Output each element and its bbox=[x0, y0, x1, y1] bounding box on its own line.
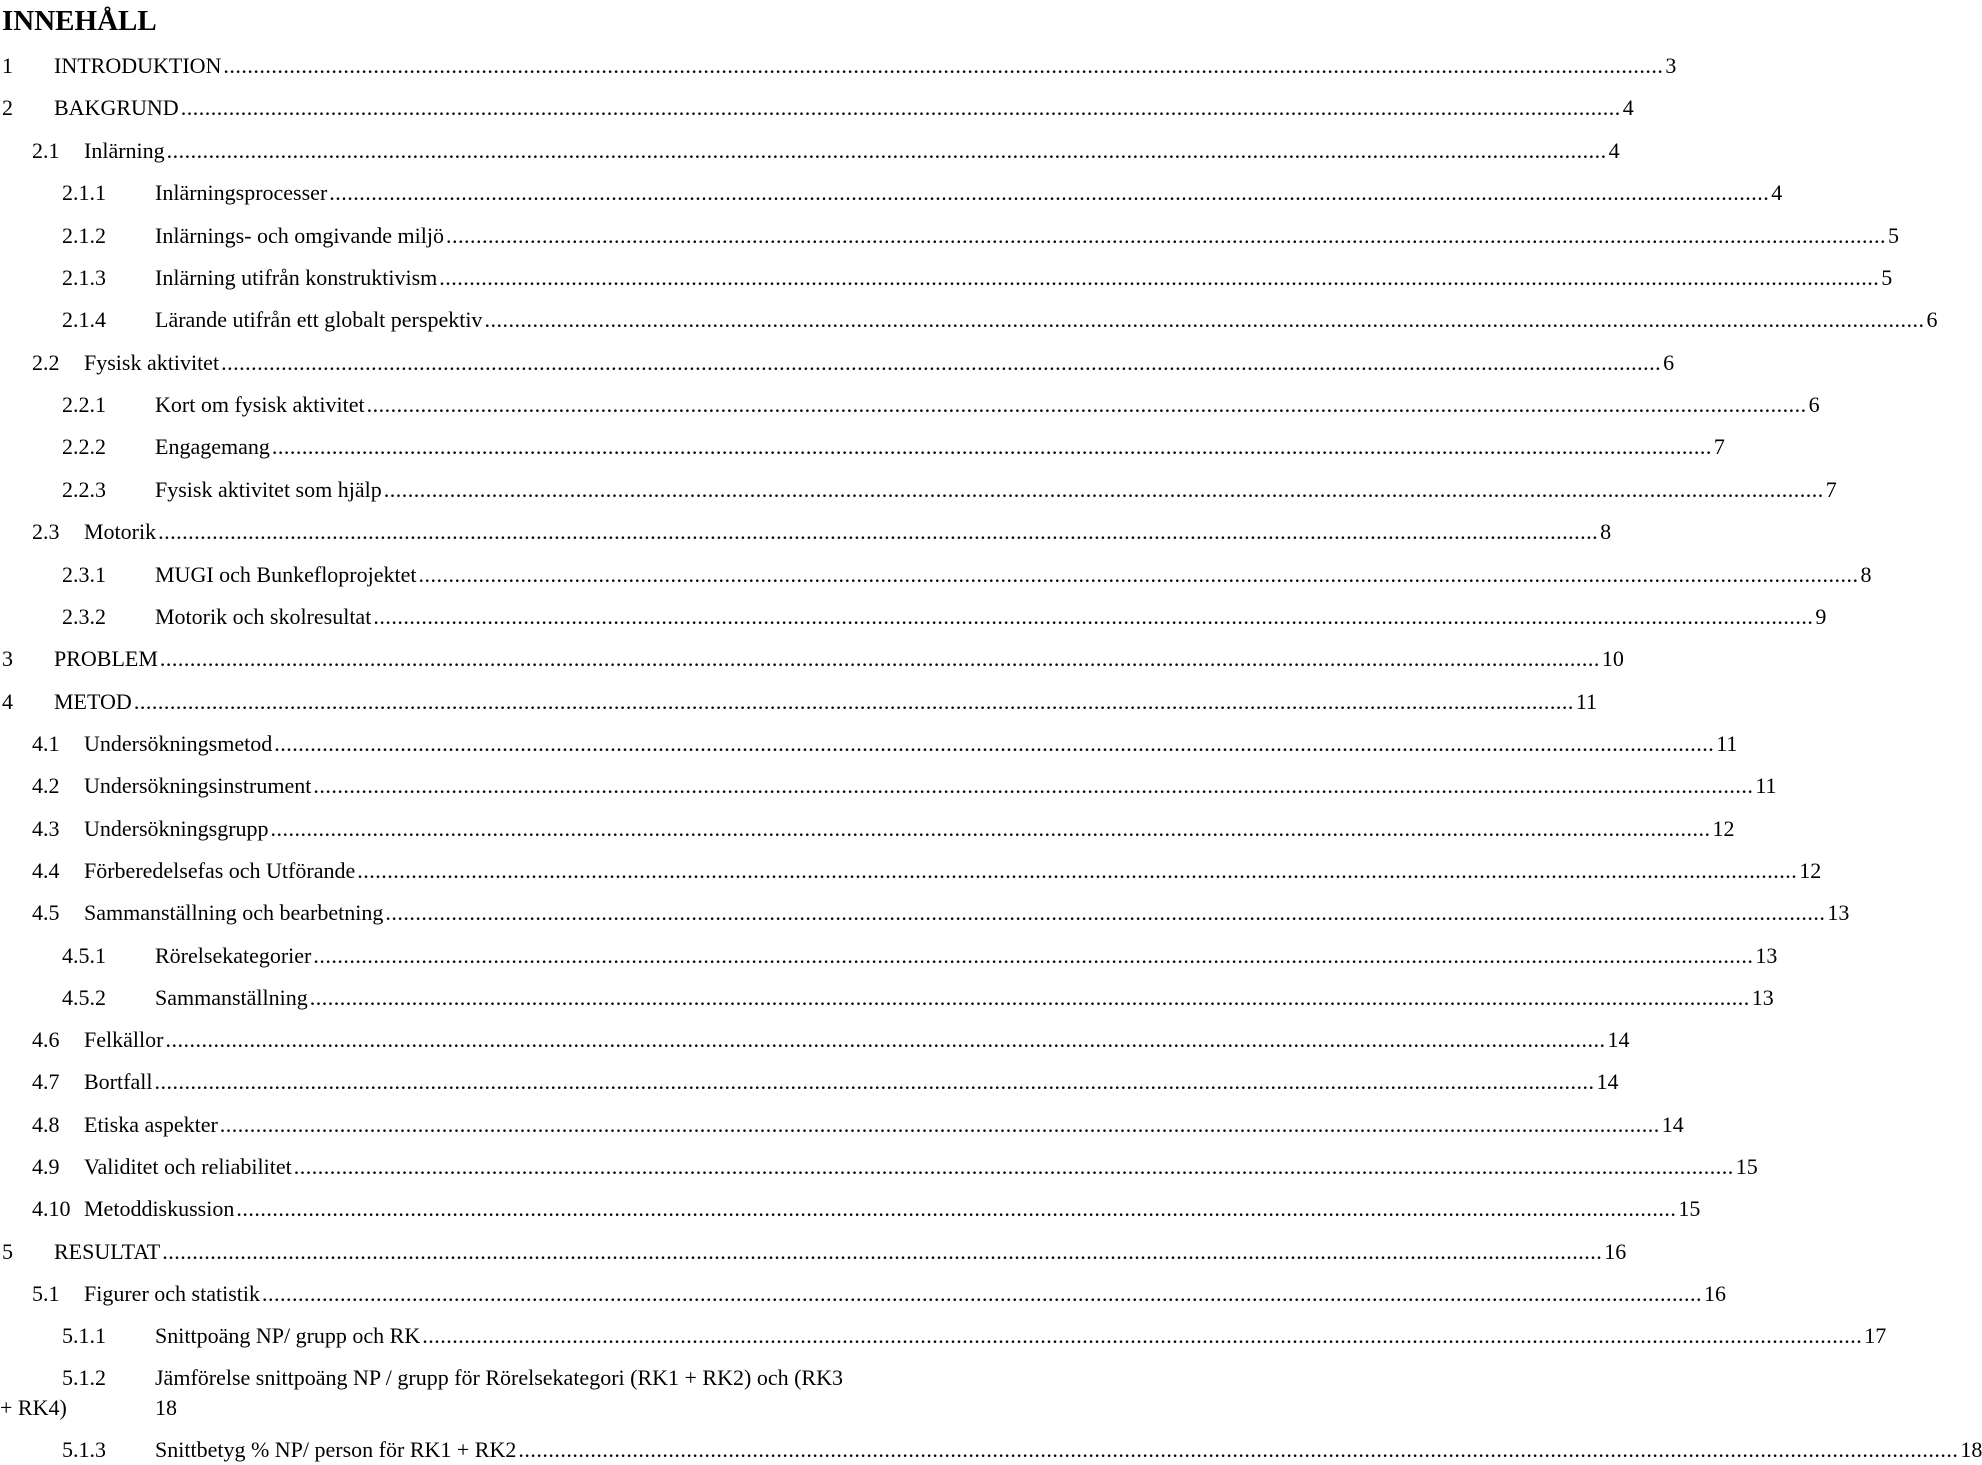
dot-leader bbox=[158, 644, 1602, 674]
toc-title: Motorik och skolresultat bbox=[155, 604, 372, 629]
toc-number: 2.2.2 bbox=[62, 434, 106, 459]
toc-entry-2-3-2[interactable] bbox=[62, 602, 1827, 632]
toc-number: 5 bbox=[2, 1239, 13, 1264]
toc-entry-4-7[interactable] bbox=[32, 1067, 1619, 1097]
toc-number: 5.1.2 bbox=[62, 1365, 106, 1390]
dot-leader bbox=[516, 1435, 1960, 1465]
toc-page-number: 4 bbox=[1622, 95, 1634, 120]
toc-title: Rörelsekategorier bbox=[155, 943, 312, 968]
toc-page-number: 8 bbox=[1860, 562, 1872, 587]
toc-title: Fysisk aktivitet bbox=[84, 350, 220, 375]
toc-title-continuation: + RK4) bbox=[0, 1395, 67, 1420]
dot-leader bbox=[355, 856, 1799, 886]
toc-page-number: 11 bbox=[1575, 689, 1598, 714]
toc-title: PROBLEM bbox=[54, 646, 158, 671]
toc-title: Inlärning bbox=[84, 138, 165, 163]
toc-entry-2-3-1[interactable] bbox=[62, 560, 1872, 590]
toc-page-number: 8 bbox=[1600, 519, 1612, 544]
dot-leader bbox=[272, 729, 1716, 759]
toc-entry-4-10[interactable] bbox=[32, 1194, 1701, 1224]
toc-title: Kort om fysisk aktivitet bbox=[155, 392, 365, 417]
dot-leader bbox=[260, 1279, 1704, 1309]
toc-title: Validitet och reliabilitet bbox=[84, 1154, 292, 1179]
toc-number: 1 bbox=[2, 53, 13, 78]
toc-entry-4-3[interactable] bbox=[32, 814, 1735, 844]
toc-title: RESULTAT bbox=[54, 1239, 161, 1264]
toc-page-number: 6 bbox=[1926, 307, 1938, 332]
toc-page-number: 13 bbox=[1827, 900, 1850, 925]
toc-number: 2.1.3 bbox=[62, 265, 106, 290]
toc-page-number: 18 bbox=[1960, 1437, 1982, 1462]
toc-page-number: 17 bbox=[1864, 1323, 1887, 1348]
toc-page-number: 7 bbox=[1713, 434, 1725, 459]
dot-leader bbox=[371, 602, 1815, 632]
toc-entry-5-1-1[interactable] bbox=[62, 1321, 1887, 1351]
toc-number: 4.10 bbox=[32, 1196, 71, 1221]
toc-page-number: 7 bbox=[1825, 477, 1837, 502]
dot-leader bbox=[308, 983, 1752, 1013]
toc-number: 4.4 bbox=[32, 858, 60, 883]
toc-entry-5-1[interactable] bbox=[32, 1279, 1726, 1309]
toc-page-number: 4 bbox=[1608, 138, 1620, 163]
toc-number: 2.2.1 bbox=[62, 392, 106, 417]
toc-title: Undersökningsmetod bbox=[84, 731, 273, 756]
toc-title: Inlärning utifrån konstruktivism bbox=[155, 265, 438, 290]
toc-number: 4.9 bbox=[32, 1154, 60, 1179]
toc-number: 2 bbox=[2, 95, 13, 120]
dot-leader bbox=[292, 1152, 1736, 1182]
toc-number: 2.2.3 bbox=[62, 477, 106, 502]
toc-page-number: 9 bbox=[1815, 604, 1827, 629]
dot-leader bbox=[437, 263, 1881, 293]
toc-page-number: 15 bbox=[1735, 1154, 1758, 1179]
toc-title: Undersökningsgrupp bbox=[84, 816, 269, 841]
dot-leader bbox=[218, 1110, 1662, 1140]
toc-title: Felkällor bbox=[84, 1027, 164, 1052]
toc-number: 2.2 bbox=[32, 350, 60, 375]
toc-page-number: 14 bbox=[1596, 1069, 1619, 1094]
toc-title: Undersökningsinstrument bbox=[84, 773, 312, 798]
dot-leader bbox=[311, 771, 1755, 801]
toc-title: METOD bbox=[54, 689, 132, 714]
toc-number: 4.7 bbox=[32, 1069, 60, 1094]
toc-page-number: 14 bbox=[1661, 1112, 1684, 1137]
toc-page-number: 16 bbox=[1703, 1281, 1726, 1306]
dot-leader bbox=[444, 221, 1888, 251]
toc-entry-4-1[interactable] bbox=[32, 729, 1738, 759]
toc-title: Metoddiskussion bbox=[84, 1196, 235, 1221]
toc-page-number: 11 bbox=[1716, 731, 1738, 756]
dot-leader bbox=[311, 941, 1755, 971]
dot-leader bbox=[234, 1194, 1678, 1224]
toc-title: Bortfall bbox=[84, 1069, 153, 1094]
toc-entry-2-1-3[interactable] bbox=[62, 263, 1893, 293]
toc-number: 2.3 bbox=[32, 519, 60, 544]
toc-page-number: 4 bbox=[1771, 180, 1783, 205]
toc-page-number: 6 bbox=[1663, 350, 1675, 375]
toc-entry-4-5-2[interactable] bbox=[62, 983, 1774, 1013]
dot-leader bbox=[383, 898, 1827, 928]
toc-number: 2.1.1 bbox=[62, 180, 106, 205]
toc-entry-3[interactable] bbox=[2, 644, 1624, 674]
toc-entry-4-2[interactable] bbox=[32, 771, 1777, 801]
toc-title: Inlärningsprocesser bbox=[155, 180, 328, 205]
toc-page-number: 11 bbox=[1755, 773, 1777, 798]
toc-title: INTRODUKTION bbox=[54, 53, 222, 78]
dot-leader bbox=[420, 1321, 1864, 1351]
toc-number: 4.5.1 bbox=[62, 943, 106, 968]
toc-title: Etiska aspekter bbox=[84, 1112, 218, 1137]
toc-page-number: 10 bbox=[1601, 646, 1624, 671]
toc-title: Motorik bbox=[84, 519, 157, 544]
dot-leader bbox=[179, 93, 1623, 123]
toc-number: 4.3 bbox=[32, 816, 60, 841]
dot-leader bbox=[221, 51, 1665, 81]
toc-entry-2-2-3[interactable] bbox=[62, 475, 1837, 505]
toc-entry-4-5[interactable] bbox=[32, 898, 1850, 928]
dot-leader bbox=[327, 178, 1771, 208]
toc-number: 5.1.1 bbox=[62, 1323, 106, 1348]
toc-entry-5[interactable] bbox=[2, 1237, 1627, 1267]
toc-page-number: 16 bbox=[1604, 1239, 1627, 1264]
toc-number: 4.2 bbox=[32, 773, 60, 798]
toc-page-number: 14 bbox=[1607, 1027, 1630, 1052]
toc-page-number: 15 bbox=[1678, 1196, 1701, 1221]
toc-number: 4 bbox=[2, 689, 13, 714]
dot-leader bbox=[219, 348, 1663, 378]
toc-title: MUGI och Bunkefloprojektet bbox=[155, 562, 417, 587]
toc-entry-2-1-1[interactable] bbox=[62, 178, 1783, 208]
toc-entry-2-2-2[interactable] bbox=[62, 432, 1725, 462]
toc-number: 2.3.2 bbox=[62, 604, 106, 629]
toc-number: 2.1.4 bbox=[62, 307, 106, 332]
dot-leader bbox=[482, 305, 1926, 335]
toc-number: 4.5.2 bbox=[62, 985, 106, 1010]
toc-number: 2.3.1 bbox=[62, 562, 106, 587]
toc-page-number: 13 bbox=[1755, 943, 1778, 968]
toc-entry-4-8[interactable] bbox=[32, 1110, 1684, 1140]
toc-page-number: 12 bbox=[1799, 858, 1822, 883]
toc-entry-5-1-2[interactable] bbox=[0, 1363, 958, 1423]
toc-number: 4.1 bbox=[32, 731, 60, 756]
toc-entry-2-1-4[interactable] bbox=[62, 305, 1938, 335]
toc-entry-2-1-2[interactable] bbox=[62, 221, 1899, 251]
toc-title: Jämförelse snittpoäng NP / grupp för Rörelsekategori (RK1 + RK2) och (RK3 bbox=[155, 1365, 843, 1390]
toc-entry-4-4[interactable] bbox=[32, 856, 1822, 886]
toc-title: Sammanställning bbox=[155, 985, 308, 1010]
dot-leader bbox=[417, 560, 1861, 590]
toc-entry-2[interactable] bbox=[2, 93, 1634, 123]
toc-entry-2-3[interactable] bbox=[32, 517, 1612, 547]
dot-leader bbox=[165, 136, 1609, 166]
toc-title: Fysisk aktivitet som hjälp bbox=[155, 477, 382, 502]
toc-entry-1[interactable] bbox=[2, 51, 1677, 81]
toc-title: Sammanställning och bearbetning bbox=[84, 900, 384, 925]
dot-leader bbox=[382, 475, 1826, 505]
toc-page-number: 5 bbox=[1881, 265, 1893, 290]
toc-title: Inlärnings- och omgivande miljö bbox=[155, 223, 444, 248]
toc-heading: INNEHÅLL bbox=[2, 5, 157, 37]
toc-page-number: 6 bbox=[1808, 392, 1820, 417]
toc-number: 2.1.2 bbox=[62, 223, 106, 248]
toc-number: 5.1.3 bbox=[62, 1437, 106, 1462]
toc-page-number: 5 bbox=[1888, 223, 1899, 248]
toc-number: 2.1 bbox=[32, 138, 60, 163]
dot-leader bbox=[163, 1025, 1607, 1055]
toc-number: 3 bbox=[2, 646, 13, 671]
toc-entry-4-6[interactable] bbox=[32, 1025, 1630, 1055]
dot-leader bbox=[269, 814, 1713, 844]
toc-title: Lärande utifrån ett globalt perspektiv bbox=[155, 307, 483, 332]
toc-entry-4[interactable] bbox=[2, 687, 1598, 717]
toc-title: Engagemang bbox=[155, 434, 270, 459]
toc-number: 4.8 bbox=[32, 1112, 60, 1137]
toc-title: BAKGRUND bbox=[54, 95, 179, 120]
toc-page-number: 12 bbox=[1712, 816, 1735, 841]
toc-page-number: 3 bbox=[1665, 53, 1677, 78]
toc-number: 5.1 bbox=[32, 1281, 60, 1306]
toc-page-number: 18 bbox=[155, 1395, 177, 1420]
toc-entry-2-1[interactable] bbox=[32, 136, 1620, 166]
toc-entry-4-5-1[interactable] bbox=[62, 941, 1778, 971]
toc-title: Snittbetyg % NP/ person för RK1 + RK2 bbox=[155, 1437, 517, 1462]
dot-leader bbox=[270, 432, 1714, 462]
toc-number: 4.5 bbox=[32, 900, 60, 925]
toc-title: Förberedelsefas och Utförande bbox=[84, 858, 356, 883]
dot-leader bbox=[156, 517, 1600, 547]
toc-entry-2-2-1[interactable] bbox=[62, 390, 1820, 420]
toc-entry-4-9[interactable] bbox=[32, 1152, 1758, 1182]
dot-leader bbox=[160, 1237, 1604, 1267]
toc-number: 4.6 bbox=[32, 1027, 60, 1052]
dot-leader bbox=[152, 1067, 1596, 1097]
toc-title: Figurer och statistik bbox=[84, 1281, 260, 1306]
toc-entry-5-1-3[interactable] bbox=[62, 1435, 1982, 1465]
toc-title: Snittpoäng NP/ grupp och RK bbox=[155, 1323, 421, 1348]
toc-entry-2-2[interactable] bbox=[32, 348, 1675, 378]
dot-leader bbox=[365, 390, 1809, 420]
toc-page-number: 13 bbox=[1751, 985, 1774, 1010]
dot-leader bbox=[132, 687, 1576, 717]
